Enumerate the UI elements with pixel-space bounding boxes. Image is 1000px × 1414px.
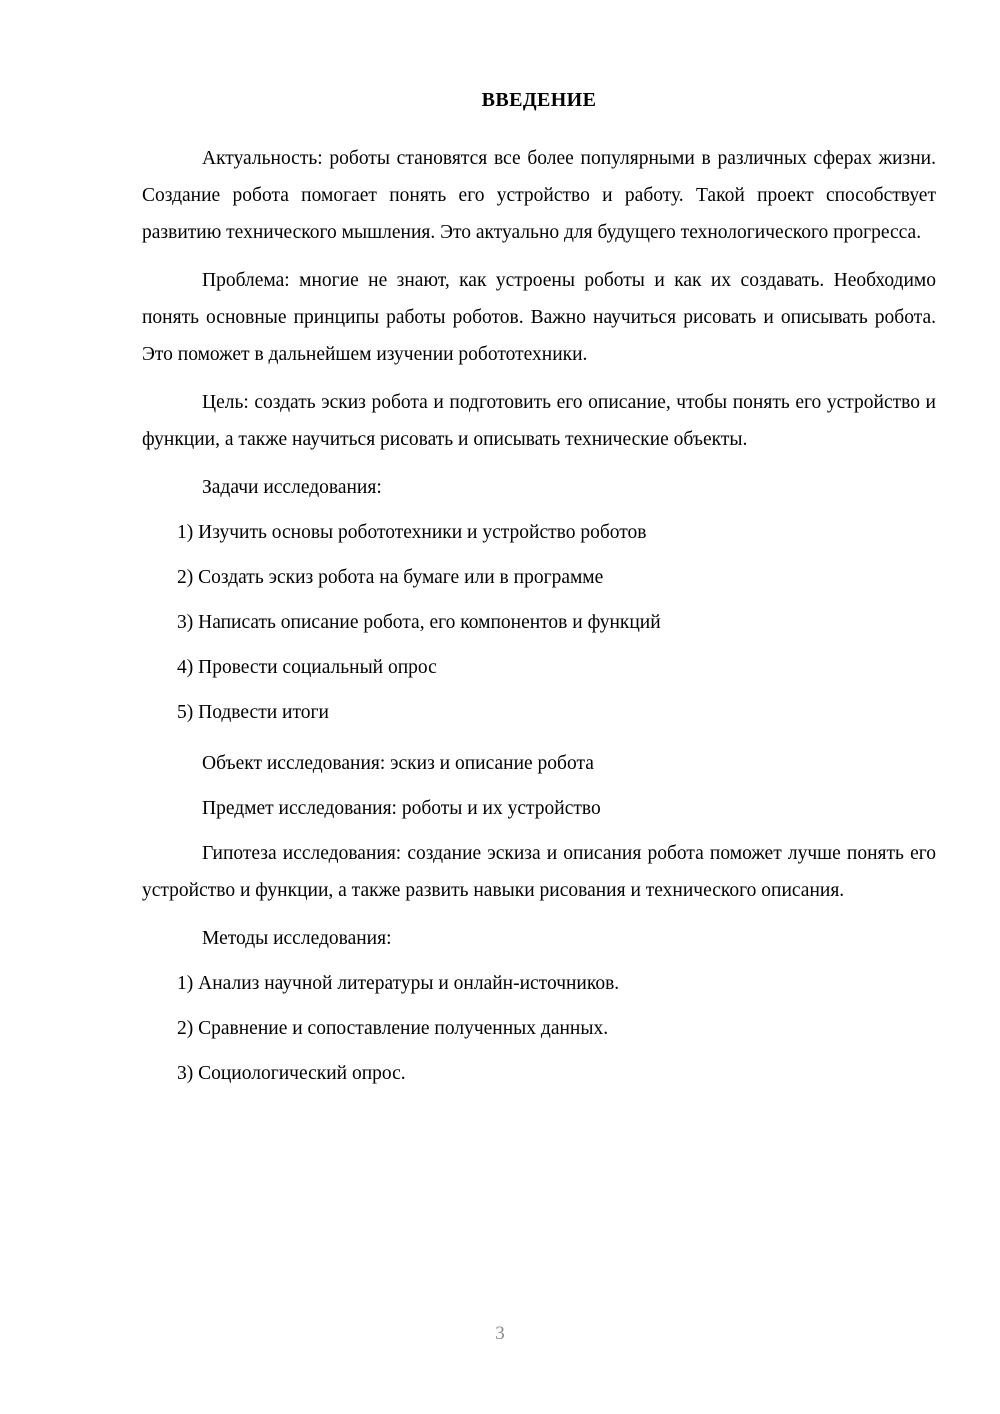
- list-item: 4) Провести социальный опрос: [177, 657, 437, 678]
- list-item: 1) Изучить основы робототехники и устройство роботов: [177, 522, 647, 543]
- paragraph-goal: Цель: создать эскиз робота и подготовить его описание, чтобы понять его устройство и функции, а также научиться рисовать и описывать технические объекты.: [142, 392, 936, 450]
- methods-heading: Методы исследования:: [202, 928, 392, 949]
- list-item: 1) Анализ научной литературы и онлайн-источников.: [177, 973, 620, 994]
- object-of-research: Объект исследования: эскиз и описание робота: [202, 753, 594, 774]
- page-title: ВВЕДЕНИЕ: [481, 89, 597, 111]
- list-item: 3) Социологический опрос.: [177, 1063, 406, 1084]
- page-number: 3: [495, 1323, 505, 1344]
- methods-list: [142, 965, 936, 1092]
- paragraph-relevance: Актуальность: роботы становятся все более популярными в различных сферах жизни. Создание робота помогает понять его устройство и работу. Такой проект способствует развитию технического мышления. Это актуально для будущего технологического прогресса.: [142, 148, 936, 243]
- paragraph-hypothesis: Гипотеза исследования: создание эскиза и описания робота поможет лучше понять его устройство и функции, а также развить навыки рисования и технического описания.: [142, 843, 936, 901]
- document-body: [142, 88, 936, 1100]
- list-item: 2) Сравнение и сопоставление полученных данных.: [177, 1018, 609, 1039]
- paragraph-problem: Проблема: многие не знают, как устроены роботы и как их создавать. Необходимо понять основные принципы работы роботов. Важно научиться рисовать и описывать робота. Это поможет в дальнейшем изучении робототехники.: [142, 270, 936, 365]
- list-item: 5) Подвести итоги: [177, 702, 329, 723]
- list-item: 2) Создать эскиз робота на бумаге или в программе: [177, 567, 604, 588]
- list-item: 3) Написать описание робота, его компонентов и функций: [177, 612, 661, 633]
- tasks-heading: Задачи исследования:: [202, 477, 382, 498]
- subject-of-research: Предмет исследования: роботы и их устройство: [202, 798, 601, 819]
- tasks-list: [142, 514, 936, 731]
